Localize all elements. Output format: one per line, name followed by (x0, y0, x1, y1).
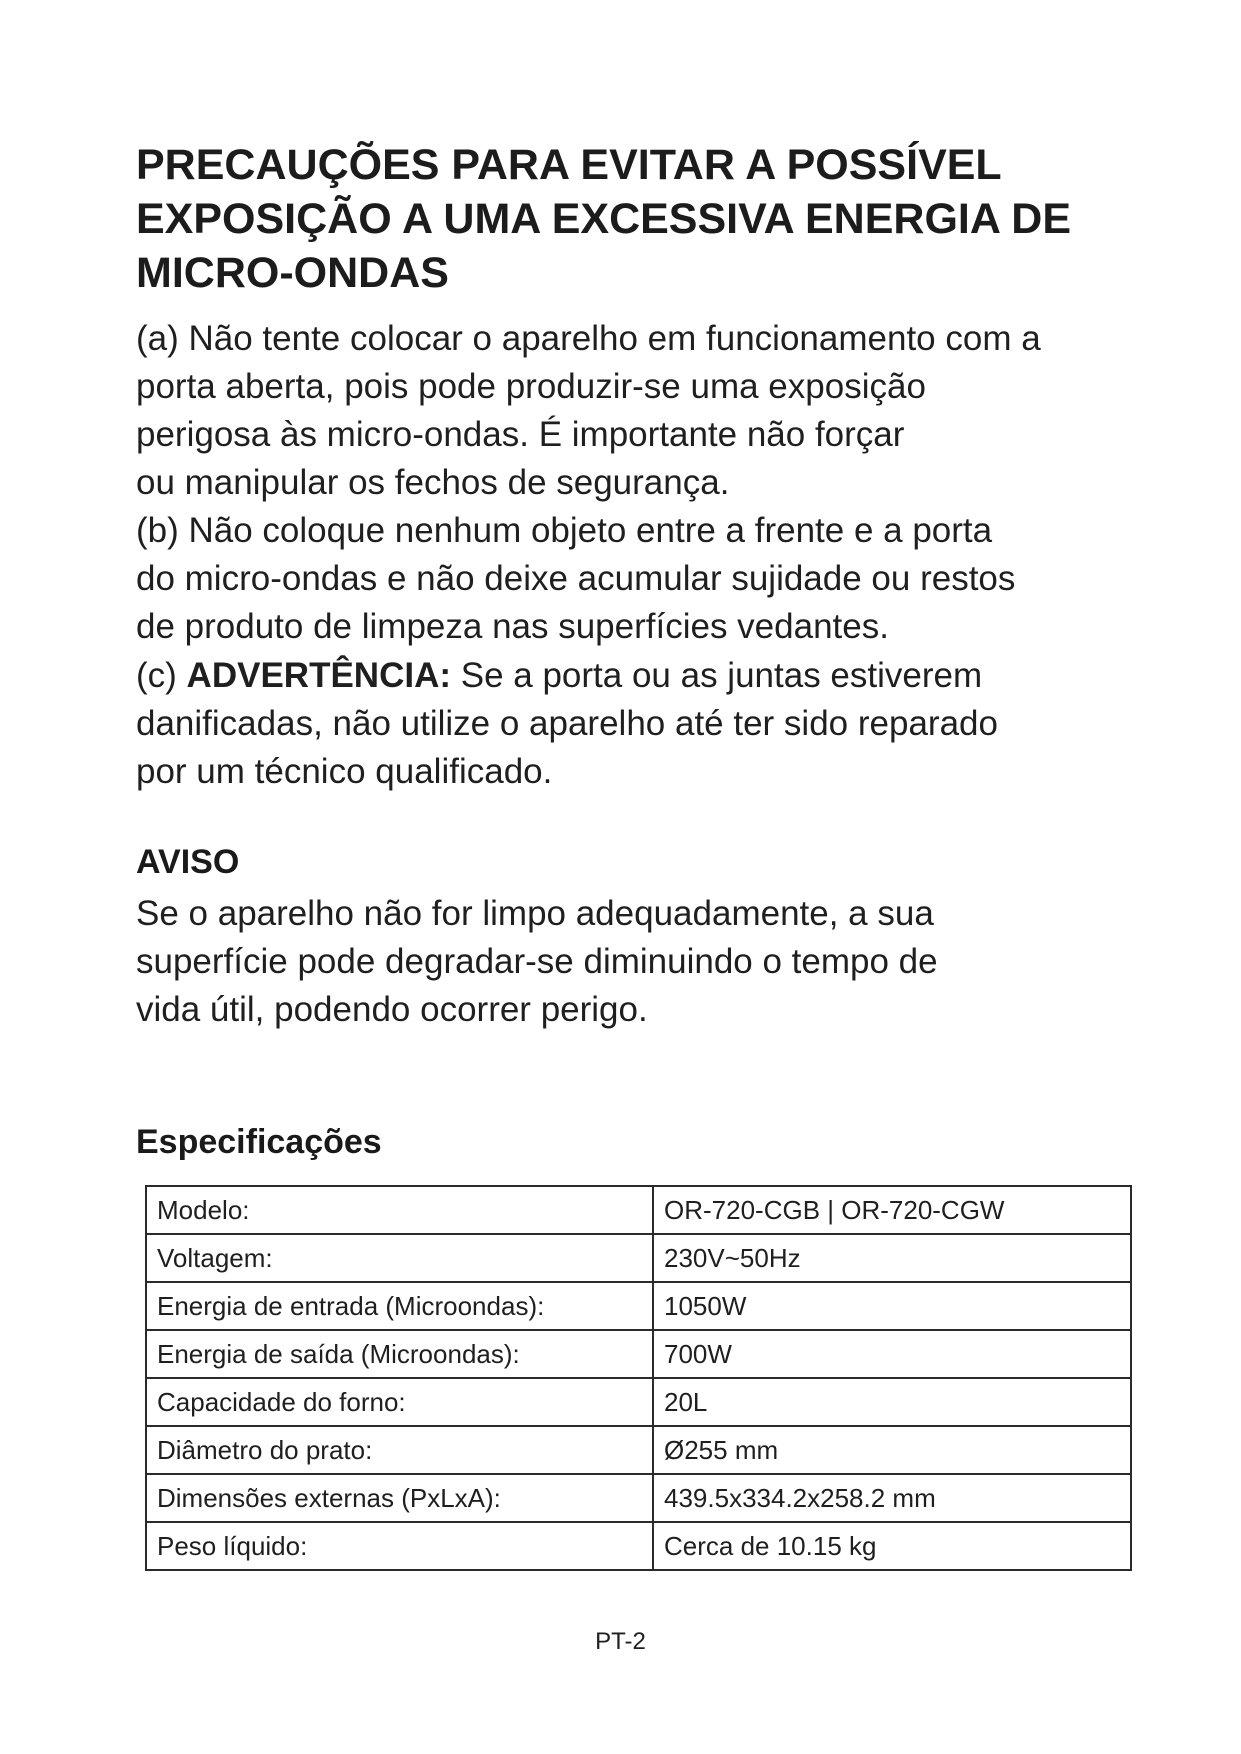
precaution-c (136, 652, 1136, 796)
table-row (146, 1426, 1131, 1474)
spec-label: Dimensões externas (PxLxA): (146, 1474, 653, 1522)
table-row (146, 1522, 1131, 1570)
table-row (146, 1330, 1131, 1378)
table-row (146, 1378, 1131, 1426)
specs-table (145, 1185, 1132, 1571)
table-row (146, 1234, 1131, 1282)
title-line: PRECAUÇÕES PARA EVITAR A POSSÍVEL (136, 141, 1002, 189)
spec-value: 1050W (653, 1282, 1131, 1330)
text-line: superfície pode degradar-se diminuindo o tempo de (136, 942, 938, 981)
text-line: perigosa às micro-ondas. É importante não forçar (136, 415, 905, 454)
spec-label: Peso líquido: (146, 1522, 653, 1570)
spec-label: Modelo: (146, 1186, 653, 1234)
spec-value: 700W (653, 1330, 1131, 1378)
precaution-a (136, 315, 1136, 507)
spec-value: OR-720-CGB | OR-720-CGW (653, 1186, 1131, 1234)
page-title (136, 138, 1136, 300)
spec-label: Diâmetro do prato: (146, 1426, 653, 1474)
spec-label: Energia de saída (Microondas): (146, 1330, 653, 1378)
spec-value: Cerca de 10.15 kg (653, 1522, 1131, 1570)
spec-value: 439.5x334.2x258.2 mm (653, 1474, 1131, 1522)
specs-heading: Especificações (136, 1123, 382, 1161)
precaution-c-prefix: (c) (136, 656, 187, 695)
text-line: porta aberta, pois pode produzir-se uma exposição (136, 367, 926, 406)
warning-label: ADVERTÊNCIA: (186, 656, 451, 695)
page-number: PT-2 (595, 1628, 646, 1655)
aviso-heading: AVISO (136, 843, 240, 881)
text-line: do micro-ondas e não deixe acumular sujidade ou restos (136, 559, 1016, 598)
table-row (146, 1282, 1131, 1330)
spec-value: 230V~50Hz (653, 1234, 1131, 1282)
spec-label: Energia de entrada (Microondas): (146, 1282, 653, 1330)
text-line: danificadas, não utilize o aparelho até ter sido reparado (136, 704, 998, 743)
spec-value: 20L (653, 1378, 1131, 1426)
text-line: ou manipular os fechos de segurança. (136, 463, 730, 502)
title-line: MICRO-ONDAS (136, 249, 449, 297)
precaution-b (136, 507, 1136, 651)
spec-value: Ø255 mm (653, 1426, 1131, 1474)
text-line: (b) Não coloque nenhum objeto entre a frente e a porta (136, 511, 993, 550)
spec-label: Capacidade do forno: (146, 1378, 653, 1426)
precaution-c-rest: Se a porta ou as juntas estiverem (451, 656, 983, 695)
table-row (146, 1186, 1131, 1234)
text-line: vida útil, podendo ocorrer perigo. (136, 990, 648, 1029)
text-line: por um técnico qualificado. (136, 752, 553, 791)
text-line (136, 652, 1136, 700)
aviso-text (136, 890, 1136, 1034)
spec-label: Voltagem: (146, 1234, 653, 1282)
table-row (146, 1474, 1131, 1522)
text-line: de produto de limpeza nas superfícies vedantes. (136, 607, 889, 646)
title-line: EXPOSIÇÃO A UMA EXCESSIVA ENERGIA DE (136, 195, 1071, 243)
text-line: (a) Não tente colocar o aparelho em funcionamento com a (136, 319, 1041, 358)
text-line: Se o aparelho não for limpo adequadamente, a sua (136, 894, 934, 933)
